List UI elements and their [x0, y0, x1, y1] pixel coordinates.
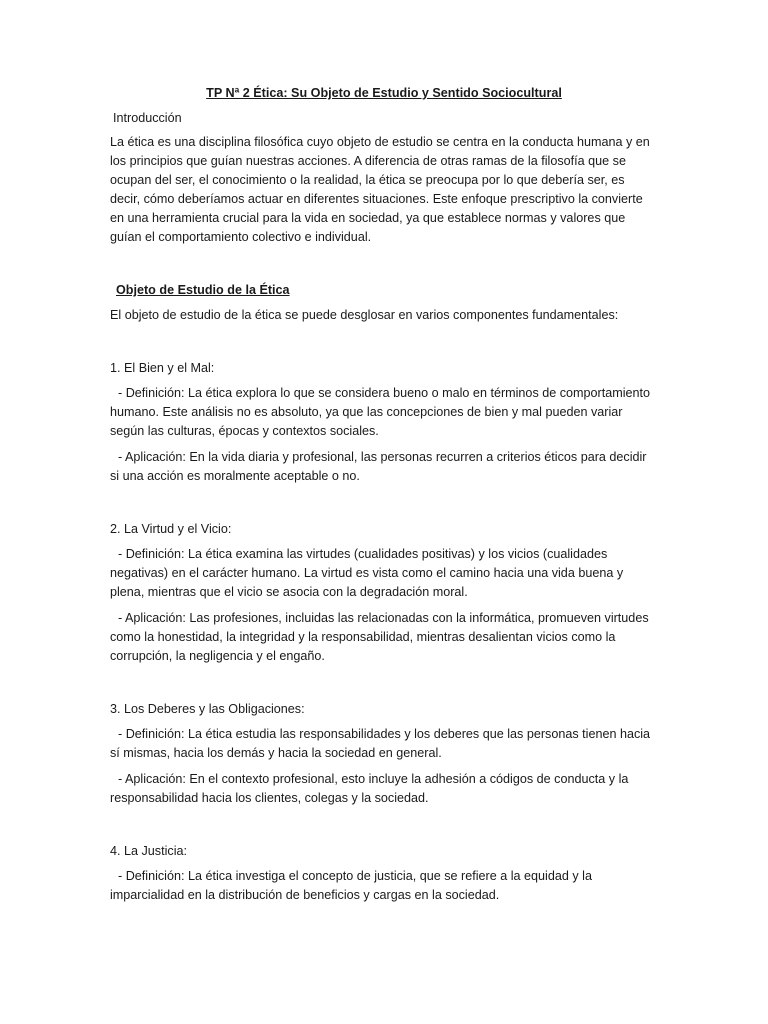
list-item-deberes-obligaciones [110, 700, 658, 808]
item-definition: - Definición: La ética investiga el concepto de justicia, que se refiere a la equidad y la imparcialidad en la distribución de beneficios y cargas en la sociedad. [110, 869, 592, 902]
section-heading: Objeto de Estudio de la Ética [116, 283, 290, 297]
item-heading: 4. La Justicia: [110, 844, 188, 858]
item-heading: 1. El Bien y el Mal: [110, 361, 215, 375]
item-application: - Aplicación: En el contexto profesional, esto incluye la adhesión a códigos de conducta y la responsabilidad hacia los clientes, colegas y la sociedad. [110, 772, 629, 805]
list-item-justicia [110, 842, 658, 905]
list-item-virtud-vicio [110, 520, 658, 666]
item-definition: - Definición: La ética explora lo que se considera bueno o malo en términos de comportamiento humano. Este análisis no es absoluto, ya que las concepciones de bien y mal pueden variar según las culturas, épocas y contextos sociales. [110, 386, 651, 438]
section-lead-paragraph: El objeto de estudio de la ética se puede desglosar en varios componentes fundamentales: [110, 308, 619, 322]
list-item-bien-mal [110, 359, 658, 486]
item-definition: - Definición: La ética estudia las responsabilidades y los deberes que las personas tienen hacia sí mismas, hacia los demás y hacia la sociedad en general. [110, 727, 651, 760]
item-heading: 2. La Virtud y el Vicio: [110, 522, 232, 536]
item-application: - Aplicación: En la vida diaria y profesional, las personas recurren a criterios éticos para decidir si una acción es moralmente aceptable o no. [110, 450, 647, 483]
document-title: TP Nª 2 Ética: Su Objeto de Estudio y Sentido Sociocultural [206, 86, 562, 100]
item-application: - Aplicación: Las profesiones, incluidas las relacionadas con la informática, promueven virtudes como la honestidad, la integridad y la responsabilidad, mientras desalientan vicios como la corrupción, la negligencia y el engaño. [110, 611, 649, 663]
intro-heading: Introducción [113, 111, 182, 125]
intro-paragraph: La ética es una disciplina filosófica cuyo objeto de estudio se centra en la conducta humana y en los principios que guían nuestras acciones. A diferencia de otras ramas de la filosofía que se ocupan del ser, el conocimiento o la realidad, la ética se preocupa por lo que debería ser, es decir, cómo deberíamos actuar en diferentes situaciones. Este enfoque prescriptivo la convierte en una herramienta crucial para la vida en sociedad, ya que establece normas y valores que guían el comportamiento colectivo e individual. [110, 135, 650, 244]
item-heading: 3. Los Deberes y las Obligaciones: [110, 702, 305, 716]
item-definition: - Definición: La ética examina las virtudes (cualidades positivas) y los vicios (cualidades negativas) en el carácter humano. La virtud es vista como el camino hacia una vida buena y plena, mientras que el vicio se asocia con la degradación moral. [110, 547, 624, 599]
document-body [110, 84, 658, 939]
